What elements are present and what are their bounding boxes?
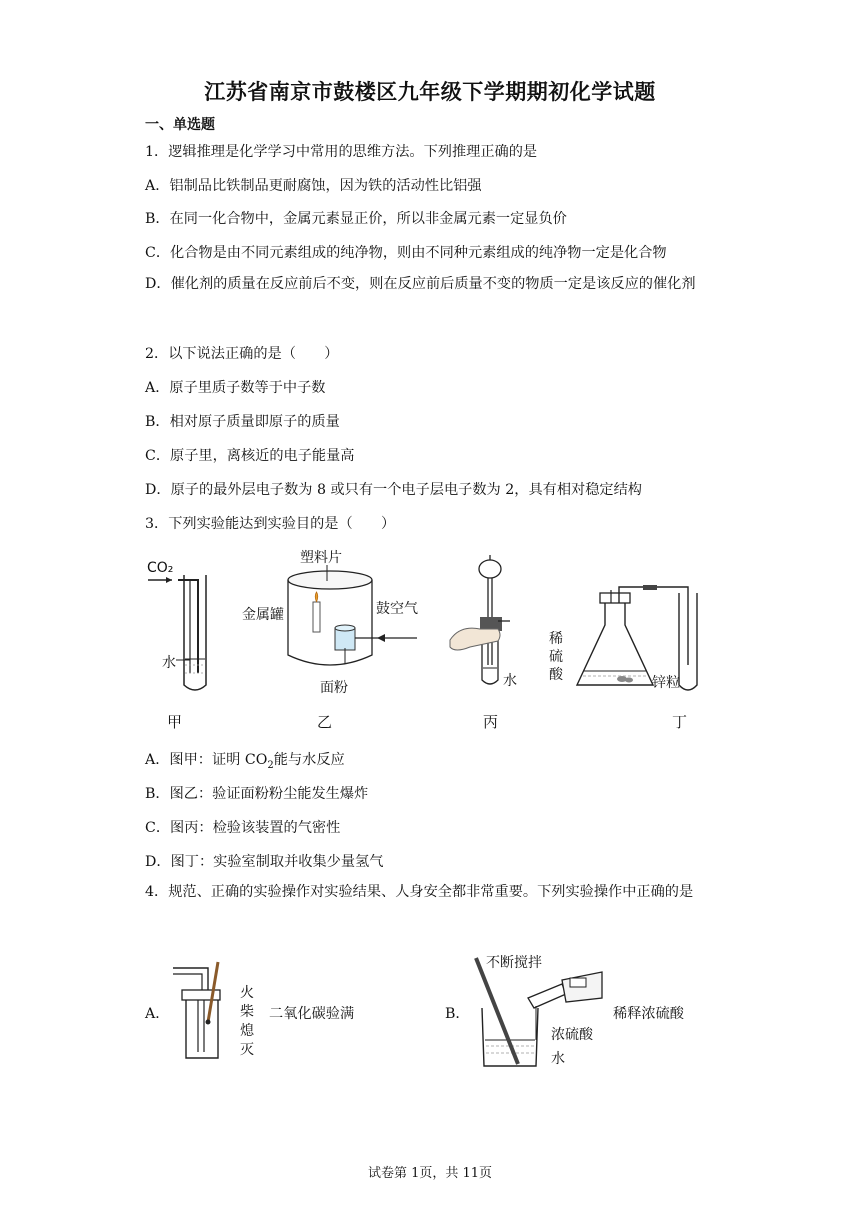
- stir-label: 不断搅拌: [486, 955, 542, 971]
- water-label-b: 水: [551, 1051, 565, 1067]
- dilute-acid-label: 稀 硫 酸: [549, 631, 563, 683]
- conc-acid-label: 浓硫酸: [551, 1027, 593, 1043]
- q3-option-a-sub: 2: [267, 759, 274, 771]
- co2-label: CO₂: [147, 560, 174, 576]
- q1-option-a: A．铝制品比铁制品更耐腐蚀，因为铁的活动性比铝强: [145, 178, 482, 194]
- q2-option-c: C．原子里，离核近的电子能量高: [145, 448, 355, 464]
- figure-co2-full-check: [168, 960, 238, 1065]
- blow-air-label: 鼓空气: [376, 601, 418, 617]
- q3-option-b: B．图乙：验证面粉粉尘能发生爆炸: [145, 786, 369, 802]
- figure-jia-test-tube: [140, 555, 220, 695]
- caption-yi: 乙: [317, 713, 333, 731]
- q2-option-a: A．原子里质子数等于中子数: [145, 380, 326, 396]
- q3-option-a: [145, 749, 345, 771]
- q1-option-c: C．化合物是由不同元素组成的纯净物，则由不同种元素组成的纯净物一定是化合物: [145, 245, 667, 261]
- q4-option-a-label: A．: [145, 1006, 170, 1022]
- water-pointer-jia: [176, 658, 190, 662]
- q4-option-b-label: B．: [445, 1006, 470, 1022]
- q3-option-d: D．图丁：实验室制取并收集少量氢气: [145, 854, 384, 870]
- q4-option-a-text: 二氧化碳验满: [269, 1006, 355, 1022]
- page-title: 江苏省南京市鼓楼区九年级下学期期初化学试题: [204, 80, 656, 104]
- plastic-pointer: [325, 565, 329, 581]
- water-label-jia: 水: [162, 655, 176, 671]
- q1-stem: 1．逻辑推理是化学学习中常用的思维方法。下列推理正确的是: [145, 144, 538, 160]
- page-footer: 试卷第 1页，共 11页: [367, 1166, 493, 1181]
- q4-option-b-text: 稀释浓硫酸: [613, 1006, 684, 1022]
- figure-ding-hydrogen-setup: [575, 585, 715, 695]
- q2-stem: 2．以下说法正确的是（ ）: [145, 346, 339, 362]
- figure-yi-metal-can: [285, 560, 435, 680]
- flour-label: 面粉: [320, 680, 348, 696]
- caption-ding: 丁: [672, 713, 688, 731]
- caption-bing: 丙: [483, 713, 499, 731]
- caption-jia: 甲: [167, 713, 183, 731]
- q2-option-d: D．原子的最外层电子数为 8 或只有一个电子层电子数为 2，具有相对稳定结构: [145, 482, 642, 498]
- q2-option-b: B．相对原子质量即原子的质量: [145, 414, 340, 430]
- q1-option-d: D．催化剂的质量在反应前后不变，则在反应前后质量不变的物质一定是该反应的催化剂: [145, 276, 696, 292]
- plastic-label: 塑料片: [300, 550, 342, 566]
- q4-stem: 4．规范、正确的实验操作对实验结果、人身安全都非常重要。下列实验操作中正确的是: [145, 884, 694, 900]
- q3-option-a-post: 能与水反应: [273, 752, 345, 768]
- q1-option-b: B．在同一化合物中，金属元素显正价，所以非金属元素一定显负价: [145, 211, 567, 227]
- q3-option-c: C．图丙：检验该装置的气密性: [145, 820, 341, 836]
- section-heading: 一、单选题: [145, 117, 215, 133]
- q3-stem: 3．下列实验能达到实验目的是（ ）: [145, 516, 396, 532]
- zinc-label: 锌粒: [652, 675, 680, 691]
- water-label-bing: 水: [503, 673, 517, 689]
- match-out-label: 火 柴 熄 灭: [240, 985, 254, 1058]
- metal-can-label: 金属罐: [242, 607, 284, 623]
- q3-option-a-pre: A．图甲：证明 CO: [145, 752, 268, 768]
